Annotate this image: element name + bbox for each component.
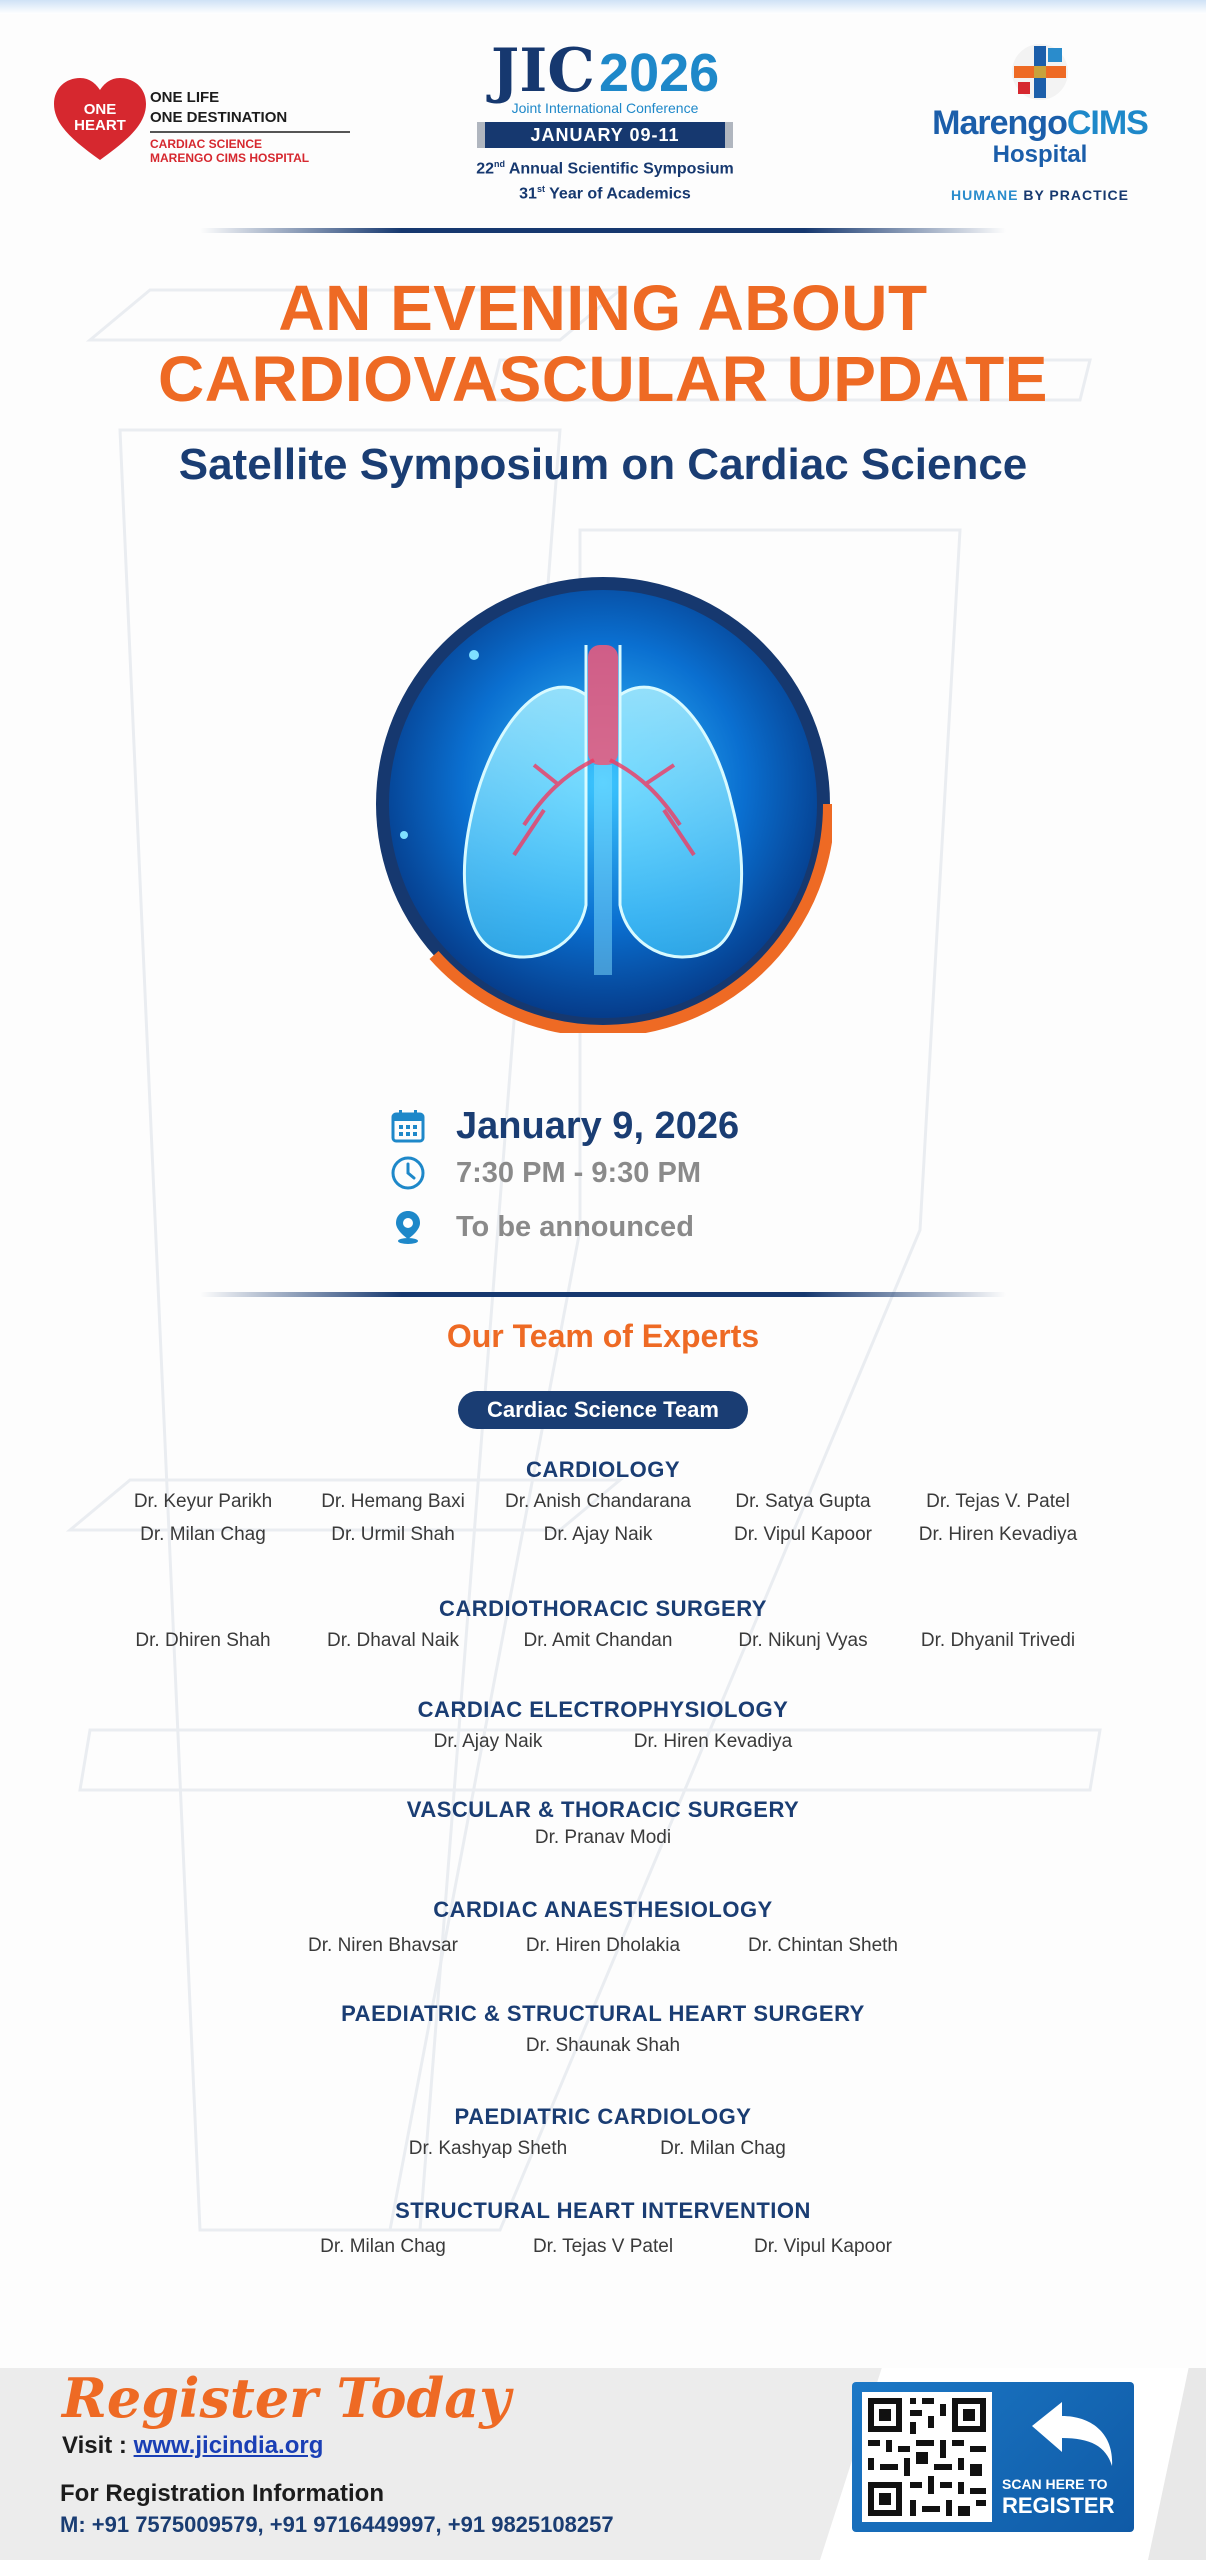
section-title: STRUCTURAL HEART INTERVENTION (395, 2198, 811, 2223)
scan-line-1: SCAN HERE TO (1002, 2476, 1108, 2492)
marengo-cross-icon (1010, 42, 1070, 102)
section-cardiac-electrophysiology (0, 1695, 1206, 1758)
back-arrow-icon (1022, 2396, 1122, 2476)
section-structural-heart-intervention (0, 2196, 1206, 2263)
doctor-name: Dr. Tejas V. Patel (926, 1491, 1070, 1512)
doctor-name: Dr. Ajay Naik (433, 1731, 543, 1752)
lungs-illustration (374, 575, 832, 1033)
doctor-name: Dr. Anish Chandarana (505, 1491, 691, 1512)
experts-heading: Our Team of Experts (446, 1318, 760, 1354)
visit-label: Visit : (62, 2432, 134, 2459)
section-title: CARDIAC ANAESTHESIOLOGY (433, 1897, 773, 1922)
event-date: January 9, 2026 (456, 1105, 740, 1147)
jic-year: 2026 (599, 43, 720, 103)
doctor-name: Dr. Satya Gupta (735, 1491, 871, 1512)
doctor-name: Dr. Milan Chag (660, 2138, 786, 2159)
doctor-name: Dr. Hiren Kevadiya (633, 1731, 793, 1752)
doctor-name: Dr. Chintan Sheth (748, 1935, 898, 1956)
doctor-name: Dr. Pranav Modi (534, 1827, 672, 1848)
title-line-1: AN EVENING ABOUT (278, 272, 928, 344)
section-cardiac-anaesthesiology (0, 1895, 1206, 1962)
section-paediatric-cardiology (0, 2102, 1206, 2165)
one-life-text: ONE LIFE (150, 89, 220, 106)
doctor-name: Dr. Vipul Kapoor (733, 1524, 872, 1545)
jic-dates: JANUARY 09-11 (477, 122, 733, 148)
registration-info-label: For Registration Information (60, 2480, 384, 2507)
doctor-name: Dr. Nikunj Vyas (738, 1630, 868, 1651)
marengo-cims-logo (920, 42, 1160, 203)
logo-divider (150, 131, 350, 133)
doctor-name: Dr. Ajay Naik (543, 1524, 653, 1545)
doctor-name: Dr. Dhaval Naik (327, 1630, 459, 1651)
marengo-hospital: Hospital (992, 141, 1088, 168)
badge-line-1: ONE (83, 101, 117, 118)
doctor-name: Dr. Niren Bhavsar (308, 1935, 458, 1956)
one-heart-badge (52, 102, 148, 134)
one-heart-logo (52, 78, 352, 168)
doctor-name: Dr. Hemang Baxi (321, 1491, 465, 1512)
event-time: 7:30 PM - 9:30 PM (456, 1157, 701, 1189)
doctor-name: Dr. Shaunak Shah (525, 2035, 681, 2056)
doctor-name: Dr. Hiren Kevadiya (918, 1524, 1078, 1545)
doctor-name: Dr. Milan Chag (140, 1524, 266, 1545)
info-divider (200, 1292, 1006, 1297)
section-title: CARDIOTHORACIC SURGERY (439, 1596, 767, 1621)
location-pin-icon (390, 1209, 426, 1245)
qr-register-card[interactable] (852, 2382, 1134, 2532)
section-cardiothoracic-surgery (0, 1594, 1206, 1657)
section-title: VASCULAR & THORACIC SURGERY (406, 1797, 800, 1822)
doctor-name: Dr. Milan Chag (320, 2236, 446, 2257)
marengo-name: MarengoCIMS (932, 104, 1148, 142)
jic-mark: JIC (490, 36, 596, 106)
scan-to-register (1002, 2474, 1128, 2518)
section-title: CARDIAC ELECTROPHYSIOLOGY (417, 1697, 789, 1722)
jic-subtitle: Joint International Conference (511, 100, 699, 116)
register-today-heading: Register Today (62, 2366, 511, 2430)
top-gradient-bar (0, 0, 1206, 14)
qr-code[interactable] (862, 2392, 992, 2522)
doctor-name: Dr. Hiren Dholakia (525, 1935, 681, 1956)
event-venue: To be announced (456, 1211, 694, 1243)
one-destination-text: ONE DESTINATION (150, 109, 288, 126)
cardiac-science-text: CARDIAC SCIENCE (150, 137, 263, 151)
jic-logo (470, 36, 740, 205)
scan-line-2: REGISTER (1002, 2493, 1115, 2518)
website-link[interactable]: www.jicindia.org (133, 2432, 324, 2459)
header-divider (200, 228, 1006, 233)
doctor-name: Dr. Kashyap Sheth (408, 2138, 568, 2159)
doctor-name: Dr. Vipul Kapoor (753, 2236, 892, 2257)
doctor-name: Dr. Dhiren Shah (135, 1630, 271, 1651)
visit-line (62, 2430, 323, 2462)
section-cardiology (0, 1455, 1206, 1551)
section-title: PAEDIATRIC & STRUCTURAL HEART SURGERY (341, 2001, 865, 2026)
section-title: CARDIOLOGY (525, 1457, 681, 1482)
section-vascular-thoracic-surgery (0, 1795, 1206, 1851)
clock-icon (390, 1155, 426, 1191)
section-paediatric-structural-heart-surgery (0, 1999, 1206, 2062)
marengo-hospital-text: MARENGO CIMS HOSPITAL (150, 151, 310, 165)
team-pill: Cardiac Science Team (458, 1391, 748, 1429)
academics-line: 31st Year of Academics (519, 184, 691, 203)
section-title: PAEDIATRIC CARDIOLOGY (454, 2104, 752, 2129)
doctor-name: Dr. Urmil Shah (331, 1524, 455, 1545)
marengo-tagline: HUMANE BY PRACTICE (951, 187, 1129, 203)
title-line-2: CARDIOVASCULAR UPDATE (158, 343, 1048, 415)
doctor-name: Dr. Dhyanil Trivedi (920, 1630, 1076, 1651)
badge-line-2: HEART (74, 117, 126, 134)
symposium-line: 22nd Annual Scientific Symposium (476, 159, 734, 178)
calendar-icon (390, 1108, 426, 1144)
subtitle: Satellite Symposium on Cardiac Science (178, 440, 1028, 489)
doctor-name: Dr. Amit Chandan (523, 1630, 673, 1651)
doctor-name: Dr. Keyur Parikh (133, 1491, 273, 1512)
doctor-name: Dr. Tejas V Patel (532, 2236, 674, 2257)
phone-numbers: M: +91 7575009579, +91 9716449997, +91 9825108257 (60, 2512, 614, 2537)
